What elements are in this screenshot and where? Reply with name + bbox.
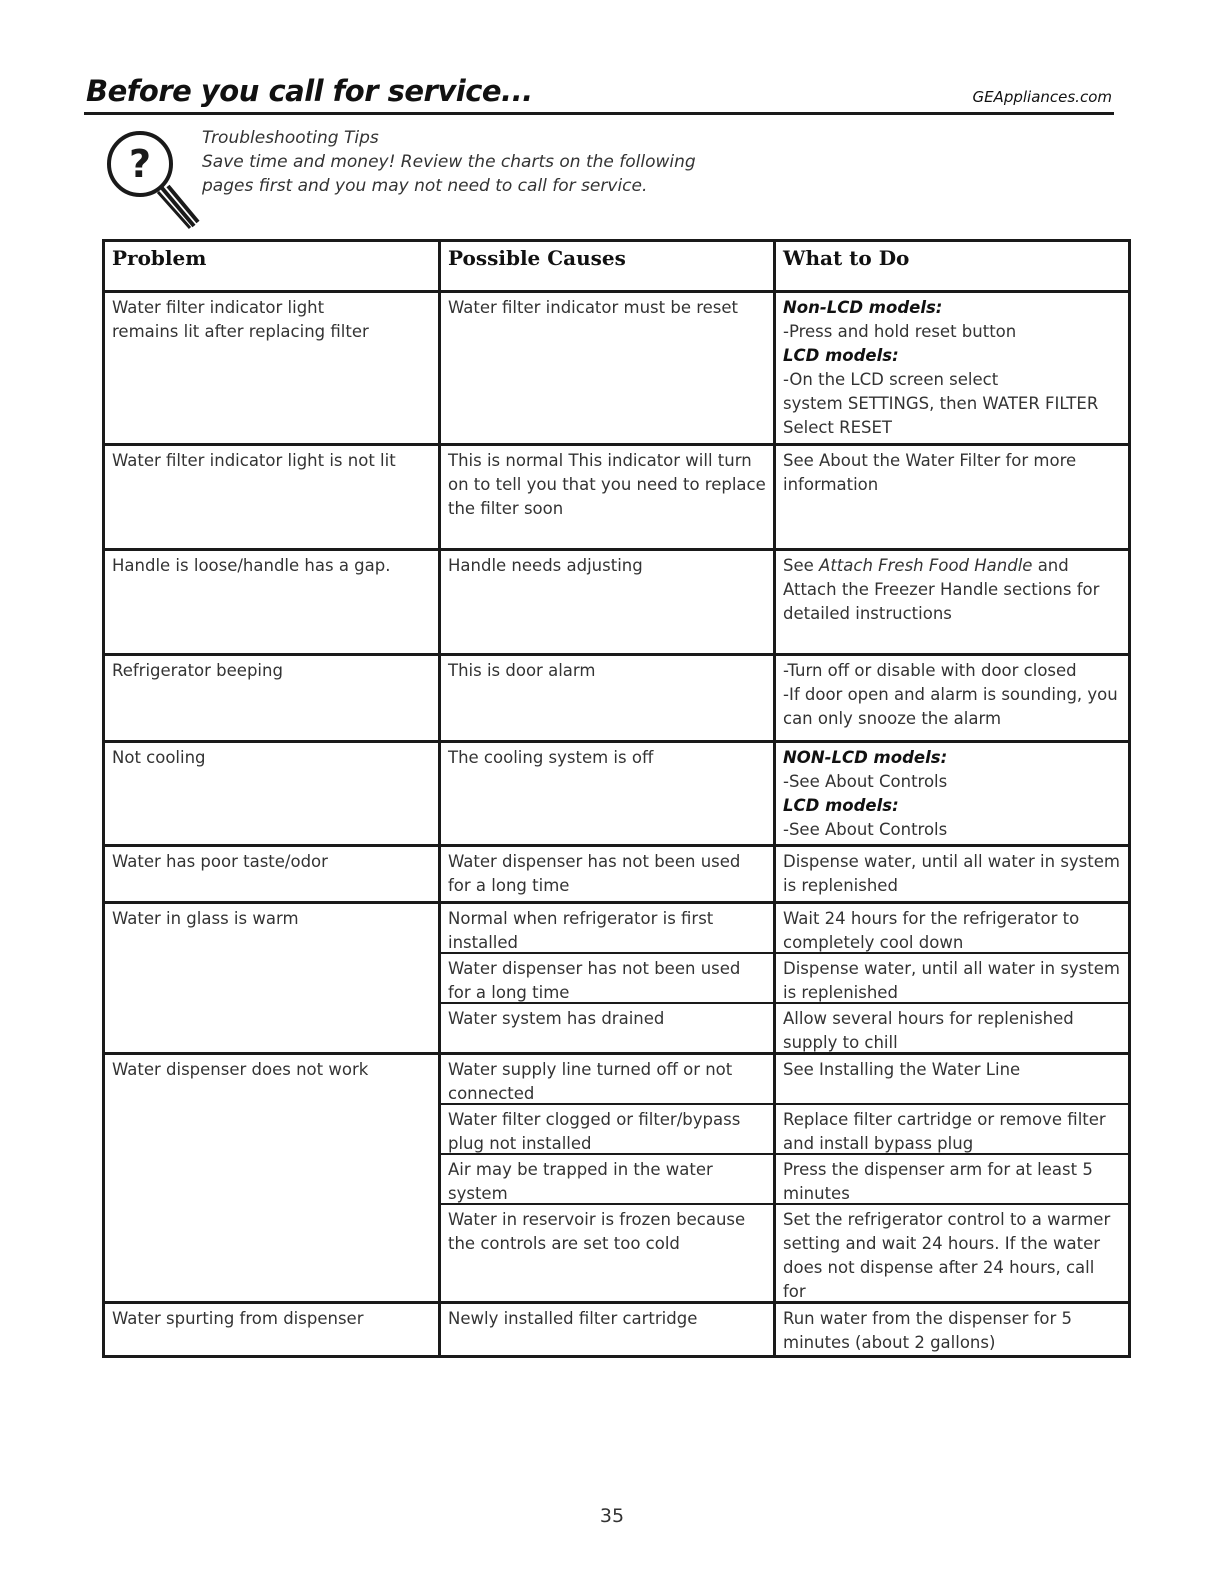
cause-text: This is normal This indicator will turn (448, 451, 752, 470)
cause-text: The cooling system is off (448, 748, 654, 767)
problem-text: Not cooling (112, 748, 206, 767)
cause-text: connected (448, 1084, 535, 1103)
cause-text: Water filter clogged or filter/bypass (448, 1110, 741, 1129)
todo-text: -On the LCD screen select (783, 370, 999, 389)
table-row (104, 550, 1130, 655)
table-row (104, 1054, 1130, 1105)
tips-heading: Troubleshooting Tips (202, 128, 379, 148)
cause-text: for a long time (448, 876, 570, 895)
cause-text: system (448, 1184, 508, 1203)
todo-text: Allow several hours for replenished (783, 1009, 1074, 1028)
cause-text: Handle needs adjusting (448, 556, 643, 575)
table-row (104, 846, 1130, 903)
todo-text: -Turn off or disable with door closed (783, 661, 1077, 680)
model-label: LCD models: (783, 796, 899, 815)
problem-text: Water in glass is warm (112, 909, 299, 928)
cause-text: the filter soon (448, 499, 564, 518)
cause-text: Air may be trapped in the water (448, 1160, 713, 1179)
model-label: Non-LCD models: (783, 298, 943, 317)
question-magnifier-icon (102, 126, 212, 230)
cause-text: the controls are set too cold (448, 1234, 680, 1253)
todo-text: -If door open and alarm is sounding, you (783, 685, 1118, 704)
problem-text: Water filter indicator light (112, 298, 325, 317)
cause-text: Normal when refrigerator is first (448, 909, 714, 928)
todo-text: Replace filter cartridge or remove filter (783, 1110, 1106, 1129)
todo-text: See About the Water Filter for more (783, 451, 1077, 470)
table-header-row (104, 241, 1130, 292)
tips-line-1: Save time and money! Review the charts on the following (202, 152, 696, 172)
todo-text: system SETTINGS, then WATER FILTER (783, 394, 1099, 413)
todo-text: is replenished (783, 983, 898, 1002)
page-header (84, 72, 1114, 115)
problem-text: remains lit after replacing filter (112, 322, 369, 341)
todo-text: setting and wait 24 hours. If the water (783, 1234, 1101, 1253)
table-row (104, 742, 1130, 846)
cause-text: Water in reservoir is frozen because (448, 1210, 746, 1229)
todo-text: Run water from the dispenser for 5 (783, 1309, 1073, 1328)
problem-text: Water dispenser does not work (112, 1060, 369, 1079)
cause-text: Water supply line turned off or not (448, 1060, 733, 1079)
svg-text:?: ? (128, 142, 152, 186)
model-label: NON-LCD models: (783, 748, 948, 767)
todo-text: does not dispense after 24 hours, call for (783, 1258, 1095, 1301)
cause-text: Water filter indicator must be reset (448, 298, 739, 317)
todo-text: is replenished (783, 876, 898, 895)
todo-text: Press the dispenser arm for at least 5 (783, 1160, 1093, 1179)
table-row (104, 1303, 1130, 1357)
todo-text: information (783, 475, 879, 494)
page-number: 35 (599, 1505, 625, 1527)
troubleshooting-table (102, 239, 1131, 1358)
todo-text: and install bypass plug (783, 1134, 974, 1153)
todo-text: Set the refrigerator control to a warmer (783, 1210, 1111, 1229)
cause-text: plug not installed (448, 1134, 592, 1153)
table-row (104, 655, 1130, 742)
problem-text: Water filter indicator light is not lit (112, 451, 396, 470)
troubleshooting-tips (202, 126, 762, 198)
cause-text: installed (448, 933, 519, 952)
todo-text: Select RESET (783, 418, 893, 437)
todo-text: completely cool down (783, 933, 964, 952)
page-title: Before you call for service... (86, 74, 533, 108)
table-row (104, 445, 1130, 550)
site-url: GEAppliances.com (972, 88, 1112, 106)
todo-text: minutes (783, 1184, 850, 1203)
todo-text: -See About Controls (783, 820, 948, 839)
cause-text: Water dispenser has not been used (448, 959, 741, 978)
cause-text: Water system has drained (448, 1009, 665, 1028)
header-possible-causes: Possible Causes (440, 241, 775, 292)
todo-text: detailed instructions (783, 604, 952, 623)
todo-text: -See About Controls (783, 772, 948, 791)
todo-text: Dispense water, until all water in system (783, 959, 1120, 978)
tips-line-2: pages first and you may not need to call for service. (202, 176, 648, 196)
cause-text: Newly installed filter cartridge (448, 1309, 698, 1328)
todo-text: Wait 24 hours for the refrigerator to (783, 909, 1080, 928)
problem-text: Water has poor taste/odor (112, 852, 328, 871)
todo-text: supply to chill (783, 1033, 898, 1052)
table-row (104, 292, 1130, 445)
todo-text: Dispense water, until all water in system (783, 852, 1120, 871)
todo-text: -Press and hold reset button (783, 322, 1017, 341)
todo-text: can only snooze the alarm (783, 709, 1002, 728)
cause-text: This is door alarm (448, 661, 596, 680)
cause-text: for a long time (448, 983, 570, 1002)
problem-text: Handle is loose/handle has a gap. (112, 556, 391, 575)
problem-text: Refrigerator beeping (112, 661, 283, 680)
todo-text: Attach the Freezer Handle sections for (783, 580, 1100, 599)
model-label: LCD models: (783, 346, 899, 365)
todo-text: See Installing the Water Line (783, 1060, 1021, 1079)
cause-text: on to tell you that you need to replace (448, 475, 766, 494)
problem-text: Water spurting from dispenser (112, 1309, 364, 1328)
cause-text: Water dispenser has not been used (448, 852, 741, 871)
todo-text: minutes (about 2 gallons) (783, 1333, 996, 1352)
section-reference: Attach Fresh Food Handle (819, 556, 1033, 575)
header-what-to-do: What to Do (775, 241, 1130, 292)
header-problem: Problem (104, 241, 440, 292)
todo-text: See Attach Fresh Food Handle and (783, 556, 1069, 575)
table-row (104, 903, 1130, 954)
